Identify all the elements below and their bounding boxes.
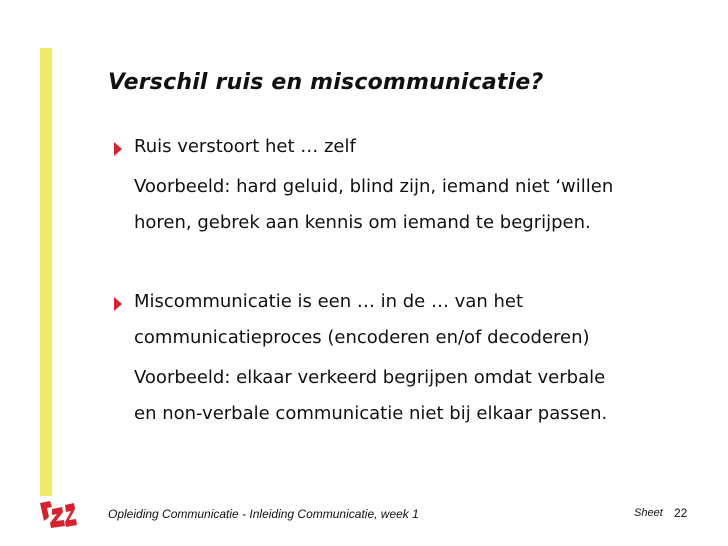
- slide-content: [114, 135, 704, 426]
- bullet-arrow-icon: [114, 297, 122, 311]
- footer-course: Opleiding Communicatie - Inleiding Communicatie, week 1: [108, 507, 419, 521]
- bullet-miscommunicatie: [114, 290, 704, 426]
- sheet-label: Sheet: [634, 507, 663, 519]
- page-number: 22: [674, 506, 688, 520]
- example-text: Voorbeeld: hard geluid, blind zijn, iemand niet ‘willen: [134, 176, 614, 197]
- school-logo-icon: [36, 499, 78, 531]
- accent-bar: [40, 48, 52, 496]
- bullet-text: communicatieproces (encoderen en/of decoderen): [134, 327, 590, 348]
- example-text: Voorbeeld: elkaar verkeerd begrijpen omdat verbale: [134, 367, 606, 388]
- bullet-text: Miscommunicatie is een … in de … van het: [134, 291, 524, 312]
- slide-title: Verschil ruis en miscommunicatie?: [108, 70, 544, 95]
- example-text: en non-verbale communicatie niet bij elkaar passen.: [134, 403, 608, 424]
- bullet-text: Ruis verstoort het … zelf: [134, 136, 356, 157]
- bullet-arrow-icon: [114, 142, 122, 156]
- example-text: horen, gebrek aan kennis om iemand te begrijpen.: [134, 212, 591, 233]
- bullet-ruis: [114, 135, 704, 235]
